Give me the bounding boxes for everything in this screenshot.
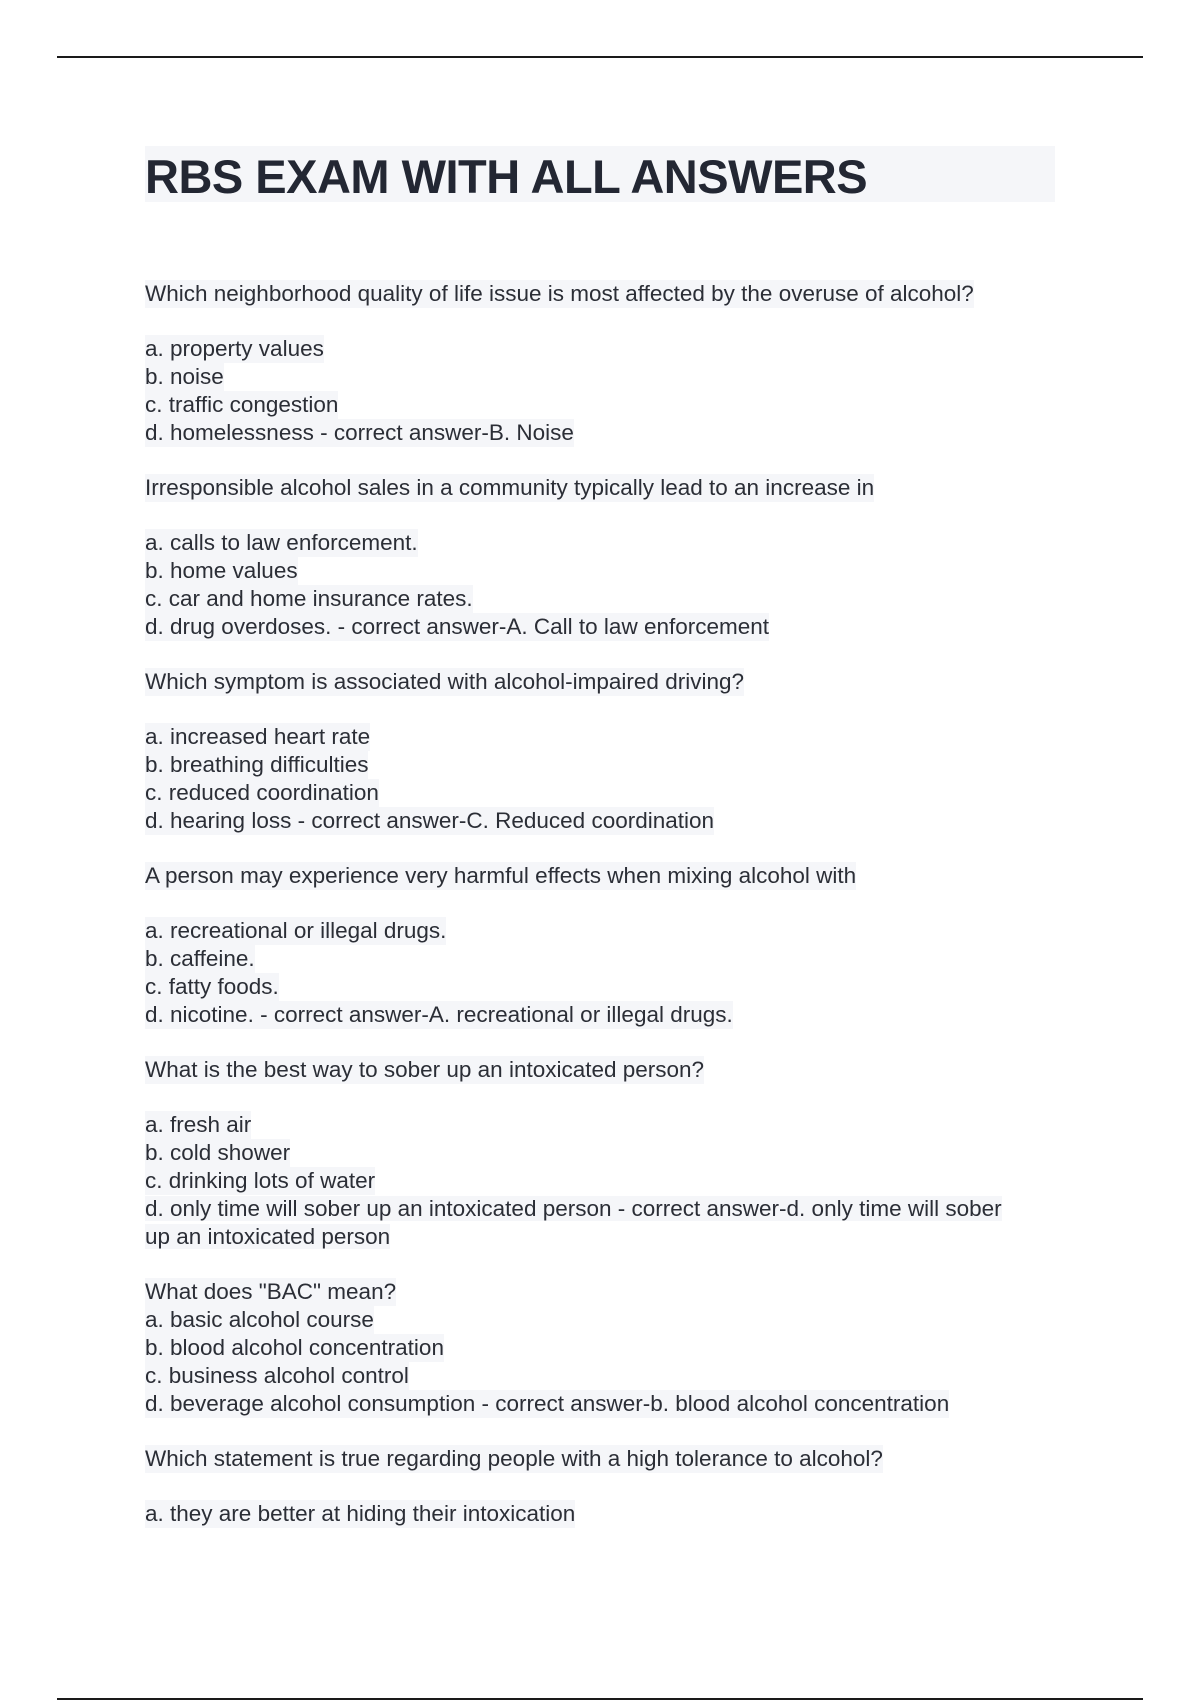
- answer-option: b. caffeine.: [145, 946, 255, 971]
- top-rule: [57, 56, 1143, 58]
- answer-option: c. reduced coordination: [145, 780, 379, 805]
- answer-option-with-correct-answer: d. nicotine. - correct answer-A. recreational or illegal drugs.: [145, 1002, 733, 1027]
- answer-option: b. blood alcohol concentration: [145, 1335, 444, 1360]
- answer-option: c. car and home insurance rates.: [145, 586, 473, 611]
- answer-option-with-correct-answer: d. hearing loss - correct answer-C. Reduced coordination: [145, 808, 715, 833]
- answer-option-with-correct-answer: [145, 1195, 1025, 1251]
- answer-option: c. drinking lots of water: [145, 1168, 376, 1193]
- answer-option: a. property values: [145, 336, 324, 361]
- answer-option: a. calls to law enforcement.: [145, 530, 418, 555]
- question-text: Which symptom is associated with alcohol-impaired driving?: [145, 669, 744, 694]
- answer-option: b. home values: [145, 558, 298, 583]
- answer-option-with-correct-answer: d. drug overdoses. - correct answer-A. Call to law enforcement: [145, 614, 770, 639]
- answer-option: c. fatty foods.: [145, 974, 279, 999]
- answer-option-text: d. only time will sober up an intoxicated person - correct answer-d. only time will sober up an intoxicated person: [145, 1196, 1002, 1249]
- question-list: [145, 280, 1065, 1528]
- answer-option-with-correct-answer: d. beverage alcohol consumption - correct answer-b. blood alcohol concentration: [145, 1391, 950, 1416]
- question-text: Irresponsible alcohol sales in a community typically lead to an increase in: [145, 475, 875, 500]
- question-text: What does "BAC" mean?: [145, 1279, 397, 1304]
- answer-option: a. fresh air: [145, 1112, 252, 1137]
- answer-option: a. recreational or illegal drugs.: [145, 918, 447, 943]
- page-title: RBS EXAM WITH ALL ANSWERS: [145, 150, 868, 203]
- answer-option: a. basic alcohol course: [145, 1307, 374, 1332]
- title-highlight: [145, 146, 1055, 202]
- answer-option: b. noise: [145, 364, 224, 389]
- answer-option-with-correct-answer: d. homelessness - correct answer-B. Noise: [145, 420, 574, 445]
- question-text: What is the best way to sober up an intoxicated person?: [145, 1057, 705, 1082]
- answer-option: b. cold shower: [145, 1140, 291, 1165]
- answer-option: c. business alcohol control: [145, 1363, 409, 1388]
- answer-option: a. increased heart rate: [145, 724, 371, 749]
- question-text: Which neighborhood quality of life issue is most affected by the overuse of alcohol?: [145, 281, 974, 306]
- answer-option: c. traffic congestion: [145, 392, 339, 417]
- answer-option: a. they are better at hiding their intoxication: [145, 1501, 576, 1526]
- question-text: A person may experience very harmful effects when mixing alcohol with: [145, 863, 857, 888]
- answer-option: b. breathing difficulties: [145, 752, 369, 777]
- question-text: Which statement is true regarding people with a high tolerance to alcohol?: [145, 1446, 883, 1471]
